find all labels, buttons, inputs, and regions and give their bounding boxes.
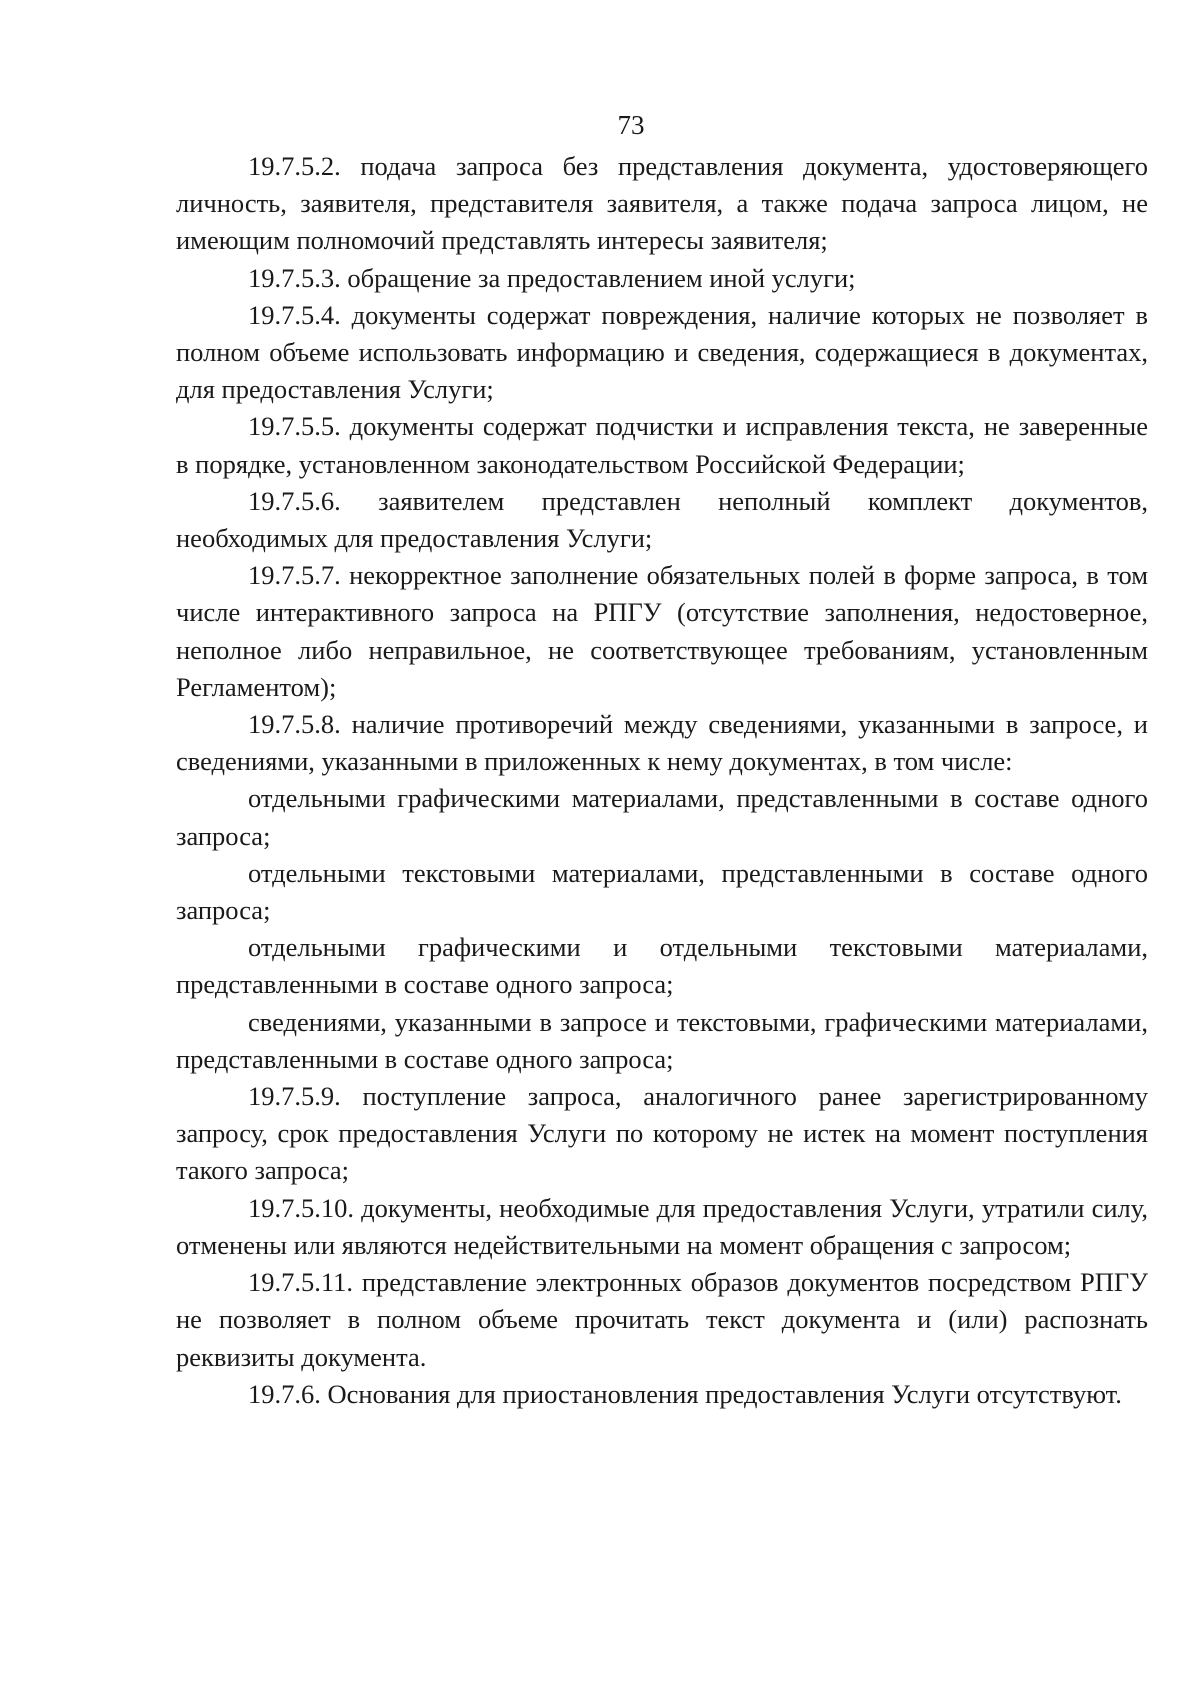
- page-number: 73: [617, 110, 645, 140]
- paragraph-19-7-5-8: 19.7.5.8. наличие противоречий между сведениями, указанными в запросе, и сведениями, указанными в приложенных к нему документах, в том числе:: [176, 709, 1148, 777]
- subitem-graphic-and-text-materials: отдельными графическими и отдельными текстовыми материалами, представленными в составе одного запроса;: [176, 932, 1148, 1000]
- subitem-graphic-materials: отдельными графическими материалами, представленными в составе одного запроса;: [176, 783, 1148, 851]
- paragraph-19-7-5-10: 19.7.5.10. документы, необходимые для предоставления Услуги, утратили силу, отменены или являются недействительными на момент обращения с запросом;: [176, 1192, 1148, 1260]
- paragraph-19-7-5-6: 19.7.5.6. заявителем представлен неполный комплект документов, необходимых для предоставления Услуги;: [176, 485, 1148, 554]
- page-body: [176, 148, 1148, 1413]
- subitem-text-materials: отдельными текстовыми материалами, представленными в составе одного запроса;: [176, 857, 1148, 926]
- subitem-request-info: сведениями, указанными в запросе и текстовыми, графическими материалами, представленными в составе одного запроса;: [176, 1006, 1148, 1074]
- paragraph-19-7-5-7: 19.7.5.7. некорректное заполнение обязательных полей в форме запроса, в том числе интерактивного запроса на РПГУ (отсутствие заполнения, недостоверное, неполное либо неправильное, не соответствующее требованиям, установленным Регламентом);: [176, 560, 1148, 702]
- paragraph-19-7-5-4: 19.7.5.4. документы содержат повреждения, наличие которых не позволяет в полном объеме использовать информацию и сведения, содержащиеся в документах, для предоставления Услуги;: [176, 299, 1148, 405]
- paragraph-19-7-5-5: 19.7.5.5. документы содержат подчистки и исправления текста, не заверенные в порядке, установленном законодательством Российской Федерации;: [176, 411, 1148, 479]
- paragraph-19-7-5-9: 19.7.5.9. поступление запроса, аналогичного ранее зарегистрированному запросу, срок предоставления Услуги по которому не истек на момент поступления такого запроса;: [176, 1081, 1148, 1186]
- paragraph-19-7-5-11: 19.7.5.11. представление электронных образов документов посредством РПГУ не позволяет в полном объеме прочитать текст документа и (или) распознать реквизиты документа.: [176, 1267, 1148, 1372]
- paragraph-19-7-6: 19.7.6. Основания для приостановления предоставления Услуги отсутствуют.: [248, 1378, 1122, 1409]
- paragraph-19-7-5-3: 19.7.5.3. обращение за предоставлением иной услуги;: [248, 262, 856, 293]
- paragraph-19-7-5-2: 19.7.5.2. подача запроса без представления документа, удостоверяющего личность, заявителя, представителя заявителя, а также подача запроса лицом, не имеющим полномочий представлять интересы заявителя;: [176, 151, 1148, 256]
